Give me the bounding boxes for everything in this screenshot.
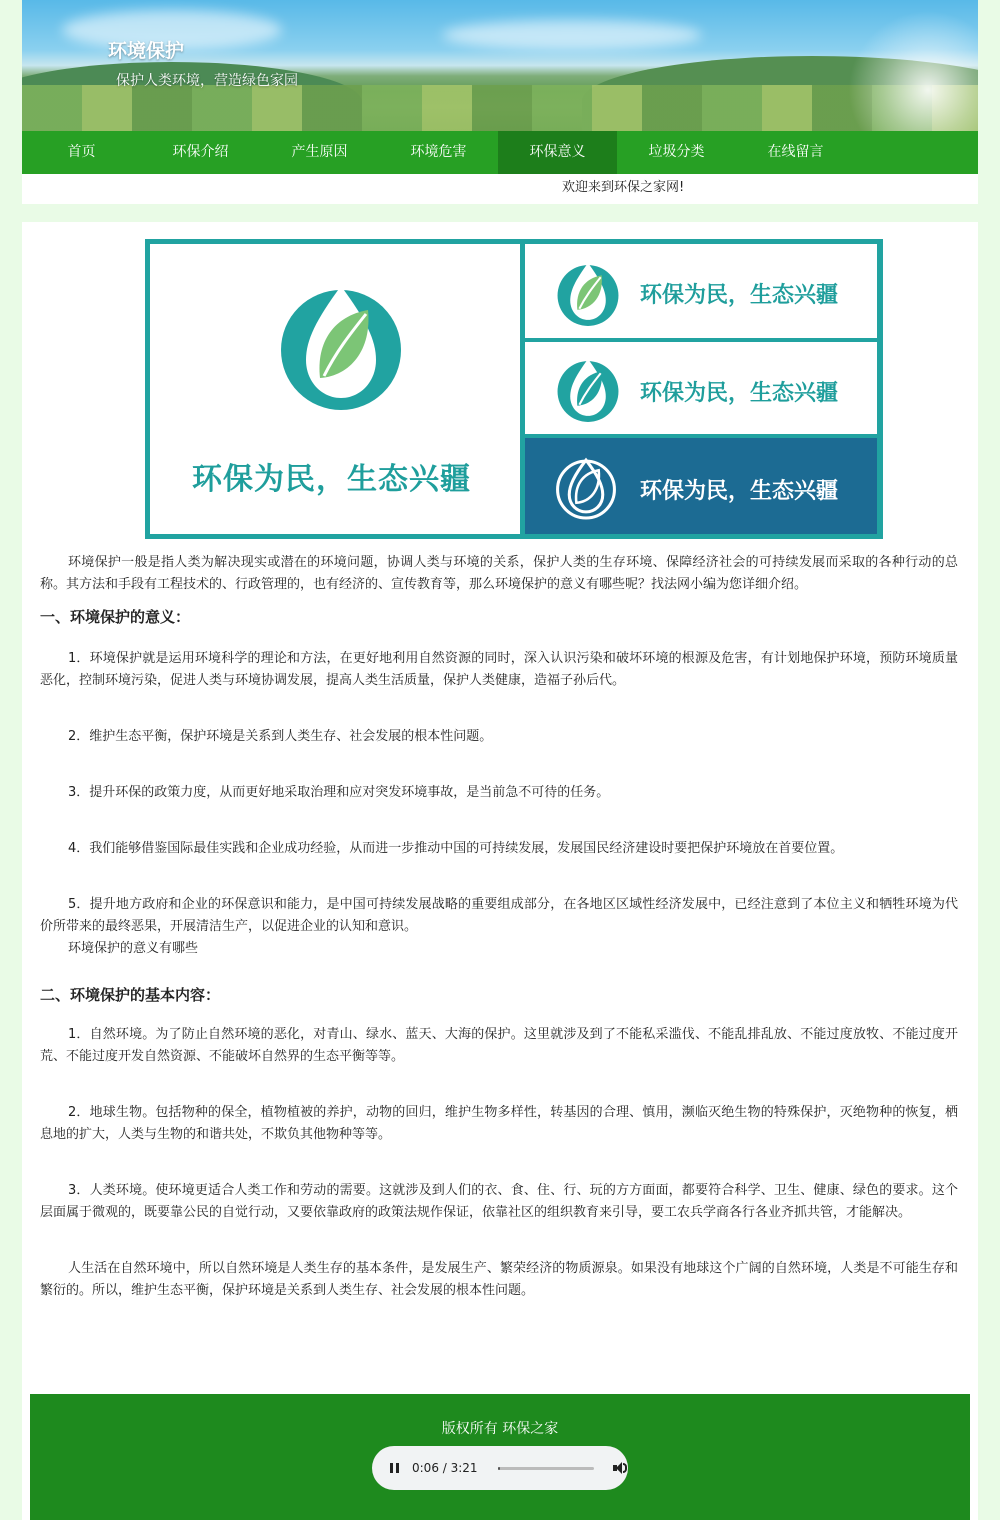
logo-panel-color bbox=[525, 244, 877, 338]
list-item: 2．维护生态平衡，保护环境是关系到人类生存、社会发展的根本性问题。 bbox=[68, 729, 493, 744]
footer bbox=[30, 1394, 970, 1520]
logo-panel-large bbox=[150, 244, 520, 534]
nav-item-message[interactable]: 在线留言 bbox=[767, 144, 824, 160]
logo-slogan-color: 环保为民，生态兴疆 bbox=[640, 283, 839, 308]
site-title: 环境保护 bbox=[108, 40, 185, 62]
audio-seek-bar[interactable] bbox=[498, 1467, 594, 1470]
main-content bbox=[22, 222, 978, 1520]
nav-item-home[interactable]: 首页 bbox=[67, 144, 96, 160]
leaf-drop-logo-icon bbox=[276, 280, 406, 410]
section-title-significance: 一、环境保护的意义： bbox=[40, 608, 191, 626]
leaf-drop-logo-icon bbox=[553, 454, 619, 520]
hero-logo-image bbox=[145, 239, 883, 539]
logo-slogan-inverse: 环保为民，生态兴疆 bbox=[640, 479, 839, 504]
logo-panel-mono bbox=[525, 342, 877, 434]
nav-item-significance[interactable]: 环保意义 bbox=[498, 131, 617, 174]
nav-item-garbage-sorting[interactable]: 垃圾分类 bbox=[648, 144, 705, 160]
article-body bbox=[40, 552, 958, 1302]
header-banner bbox=[22, 0, 978, 131]
nav-item-hazards[interactable]: 环境危害 bbox=[410, 144, 467, 160]
leaf-drop-logo-icon bbox=[555, 260, 621, 326]
volume-icon[interactable] bbox=[612, 1461, 626, 1475]
site-subtitle: 保护人类环境，营造绿色家园 bbox=[116, 73, 298, 89]
leaf-drop-logo-icon bbox=[555, 356, 621, 422]
banner-cloud bbox=[442, 20, 702, 50]
logo-slogan-mono: 环保为民，生态兴疆 bbox=[640, 381, 839, 406]
audio-progress-fill bbox=[498, 1467, 501, 1470]
pause-icon[interactable] bbox=[388, 1461, 402, 1475]
main-nav bbox=[22, 131, 978, 174]
logo-panel-inverse bbox=[525, 438, 877, 534]
nav-item-causes[interactable]: 产生原因 bbox=[291, 144, 348, 160]
list-item: 3．人类环境。使环境更适合人类工作和劳动的需要。这就涉及到人们的衣、食、住、行、玩的方方面面，都要符合科学、卫生、健康、绿色的要求。这个层面属于微观的，既要靠公民的自觉行动，又要依靠政府的政策法规作保证，依靠社区的组织教育来引导，要工农兵学商各行各业齐抓共管，才能解决。 bbox=[40, 1183, 958, 1220]
article-conclusion: 人生活在自然环境中，所以自然环境是人类生存的基本条件，是发展生产、繁荣经济的物质源泉。如果没有地球这个广阔的自然环境，人类是不可能生存和繁衍的。所以，维护生态平衡，保护环境是关系到人类生存、社会发展的根本性问题。 bbox=[40, 1261, 958, 1298]
image-caption: 环境保护的意义有哪些 bbox=[68, 941, 199, 956]
copyright-text: 版权所有 环保之家 bbox=[441, 1421, 559, 1437]
banner-field bbox=[22, 85, 978, 131]
list-item: 3．提升环保的政策力度，从而更好地采取治理和应对突发环境事故，是当前急不可待的任务。 bbox=[68, 785, 610, 800]
section-title-basic-content: 二、环境保护的基本内容： bbox=[40, 986, 221, 1004]
banner-sun-glow bbox=[848, 10, 978, 131]
list-item: 1．自然环境。为了防止自然环境的恶化，对青山、绿水、蓝天、大海的保护。这里就涉及到了不能私采滥伐、不能乱排乱放、不能过度放牧、不能过度开荒、不能过度开发自然资源、不能破坏自然界的生态平衡等等。 bbox=[40, 1027, 958, 1064]
audio-player bbox=[372, 1446, 628, 1490]
article-intro: 环境保护一般是指人类为解决现实或潜在的环境问题，协调人类与环境的关系，保护人类的生存环境、保障经济社会的可持续发展而采取的各种行动的总称。其方法和手段有工程技术的、行政管理的，也有经济的、宣传教育等，那么环境保护的意义有哪些呢？找法网小编为您详细介绍。 bbox=[40, 555, 958, 592]
list-item: 1．环境保护就是运用环境科学的理论和方法，在更好地利用自然资源的同时，深入认识污染和破坏环境的根源及危害，有计划地保护环境，预防环境质量恶化，控制环境污染，促进人类与环境协调发展，提高人类生活质量，保护人类健康，造福子孙后代。 bbox=[40, 651, 958, 688]
audio-time: 0:06 / 3:21 bbox=[412, 1461, 478, 1475]
nav-item-intro[interactable]: 环保介绍 bbox=[172, 144, 229, 160]
logo-slogan-large: 环保为民，生态兴疆 bbox=[192, 462, 471, 497]
list-item: 4．我们能够借鉴国际最佳实践和企业成功经验，从而进一步推动中国的可持续发展，发展国民经济建设时要把保护环境放在首要位置。 bbox=[68, 841, 844, 856]
list-item: 2．地球生物。包括物种的保全，植物植被的养护，动物的回归，维护生物多样性，转基因的合理、慎用，濒临灭绝生物的特殊保护，灭绝物种的恢复，栖息地的扩大，人类与生物的和谐共处，不欺负其他物种等等。 bbox=[40, 1105, 958, 1142]
welcome-text: 欢迎来到环保之家网! bbox=[562, 180, 685, 195]
list-item: 5．提升地方政府和企业的环保意识和能力，是中国可持续发展战略的重要组成部分，在各地区区域性经济发展中，已经注意到了本位主义和牺牲环境为代价所带来的最终恶果，开展清洁生产，以促进企业的认知和意识。 bbox=[40, 897, 958, 934]
welcome-bar bbox=[22, 174, 978, 204]
